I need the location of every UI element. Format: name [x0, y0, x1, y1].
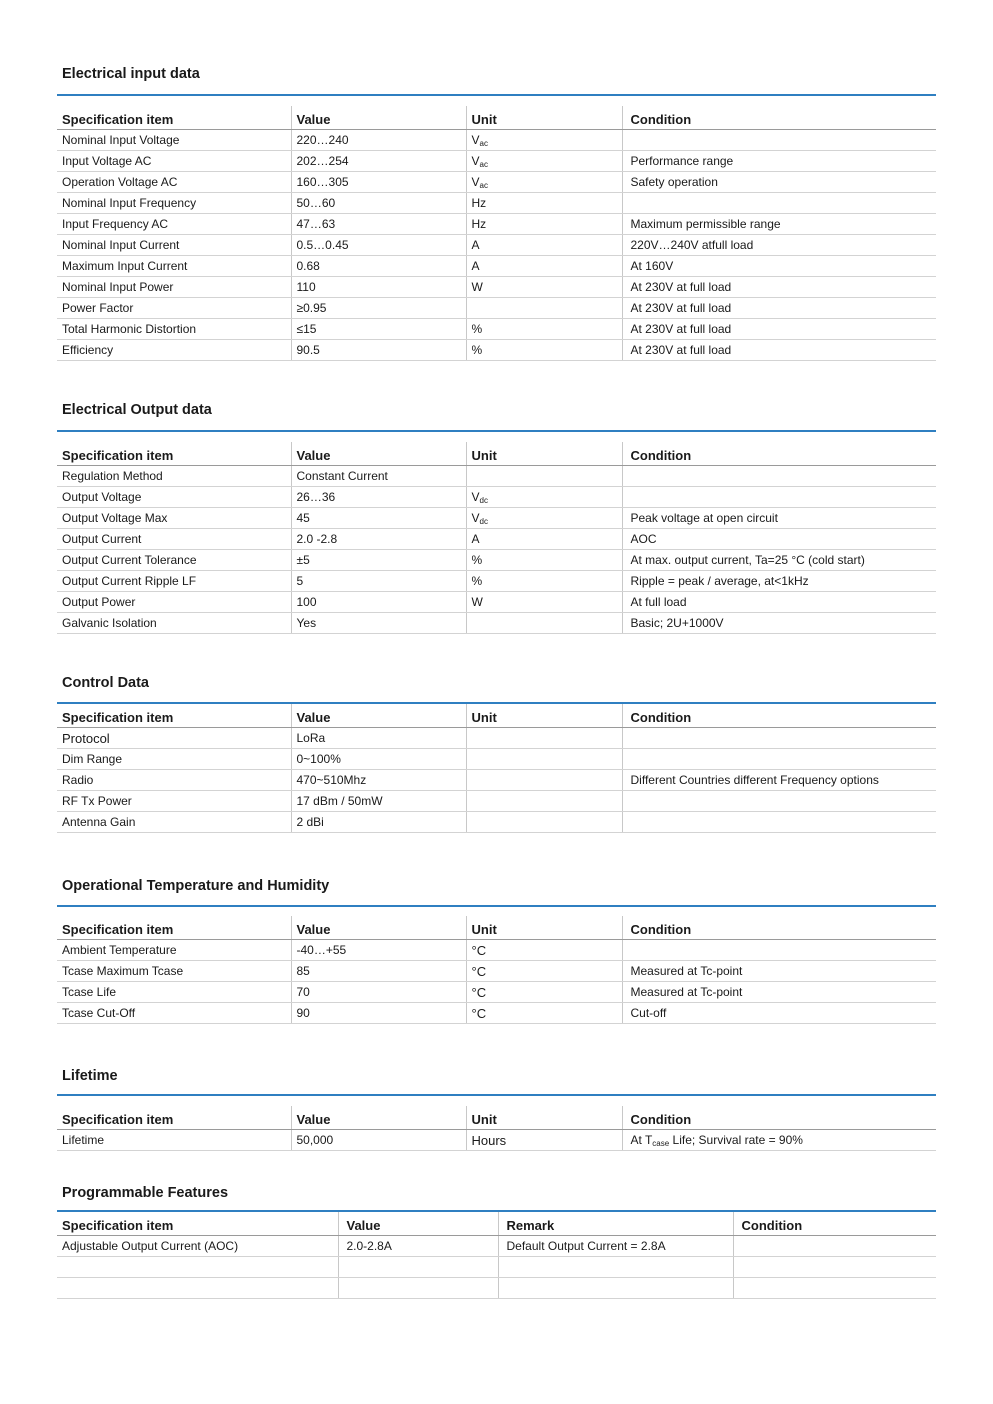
- unit-symbol: %: [471, 343, 483, 357]
- header-spec: Specification item: [57, 106, 291, 130]
- header-condition: Condition: [622, 916, 936, 940]
- table-row: [57, 529, 936, 550]
- cell-value: 5: [291, 571, 466, 592]
- table-row: [57, 812, 936, 833]
- cell-value: 90.5: [291, 340, 466, 361]
- cell-spec: Antenna Gain: [57, 812, 291, 833]
- cell-remark: Default Output Current = 2.8A: [498, 1236, 733, 1257]
- table-row: [57, 940, 936, 961]
- cell-spec: Tcase Maximum Tcase: [57, 961, 291, 982]
- table-row: [57, 749, 936, 770]
- table-row: [57, 235, 936, 256]
- cell-condition: AOC: [622, 529, 936, 550]
- cell-condition: [622, 749, 936, 770]
- cell-value: -40…+55: [291, 940, 466, 961]
- header-value: Value: [338, 1212, 498, 1236]
- section-title: Programmable Features: [62, 1185, 229, 1201]
- cell-spec: [57, 1278, 338, 1299]
- cell-value: Constant Current: [291, 466, 466, 487]
- cell-value: 26…36: [291, 487, 466, 508]
- cell-value: 17 dBm / 50mW: [291, 791, 466, 812]
- cell-spec: RF Tx Power: [57, 791, 291, 812]
- cell-value: ≤15: [291, 319, 466, 340]
- cell-condition: [622, 728, 936, 749]
- cell-unit: [466, 770, 622, 791]
- cell-unit: [466, 571, 622, 592]
- cell-condition: [733, 1278, 936, 1299]
- unit-symbol: A: [471, 238, 480, 252]
- header-spec: Specification item: [57, 704, 291, 728]
- unit-symbol: %: [471, 322, 483, 336]
- table-header-row: [57, 442, 936, 466]
- cell-remark: [498, 1257, 733, 1278]
- cond-text: At T: [630, 1132, 653, 1147]
- cell-unit: [466, 277, 622, 298]
- cell-value: 110: [291, 277, 466, 298]
- cell-spec: Efficiency: [57, 340, 291, 361]
- unit-symbol: °C: [471, 963, 487, 979]
- unit-symbol: W: [471, 280, 483, 294]
- cell-condition: Measured at Tc-point: [622, 982, 936, 1003]
- section-title: Operational Temperature and Humidity: [62, 878, 330, 894]
- header-value: Value: [291, 1106, 466, 1130]
- cell-spec: Output Voltage Max: [57, 508, 291, 529]
- cell-spec: Radio: [57, 770, 291, 791]
- section-divider: [57, 94, 936, 96]
- cell-unit: [466, 961, 622, 982]
- header-spec: Specification item: [57, 442, 291, 466]
- table-row: [57, 466, 936, 487]
- cell-unit: [466, 550, 622, 571]
- cell-condition: Performance range: [622, 151, 936, 172]
- unit-symbol: %: [471, 574, 483, 588]
- cell-value: 202…254: [291, 151, 466, 172]
- table-row: [57, 319, 936, 340]
- spec-table: [57, 704, 936, 833]
- cell-value: [338, 1257, 498, 1278]
- table-row: [57, 1130, 936, 1151]
- table-header-row: [57, 1212, 936, 1236]
- cell-unit: [466, 319, 622, 340]
- cell-value: 100: [291, 592, 466, 613]
- cell-spec: Galvanic Isolation: [57, 613, 291, 634]
- unit-subscript: ac: [479, 159, 488, 169]
- cell-condition: At 230V at full load: [622, 319, 936, 340]
- table-row: [57, 214, 936, 235]
- cell-value: 2 dBi: [291, 812, 466, 833]
- spec-table: [57, 1212, 936, 1299]
- cell-spec: Output Current Ripple LF: [57, 571, 291, 592]
- header-spec: Specification item: [57, 1106, 291, 1130]
- unit-symbol: V: [471, 132, 480, 147]
- cell-value: LoRa: [291, 728, 466, 749]
- table-row: [57, 1257, 936, 1278]
- cell-spec: Input Frequency AC: [57, 214, 291, 235]
- cond-text: Life; Survival rate = 90%: [669, 1132, 803, 1147]
- unit-symbol: V: [471, 153, 480, 168]
- section-divider: [57, 1094, 936, 1096]
- cell-condition: At 230V at full load: [622, 298, 936, 319]
- header-unit: Unit: [466, 916, 622, 940]
- cell-condition: Safety operation: [622, 172, 936, 193]
- table-row: [57, 550, 936, 571]
- table-row: [57, 298, 936, 319]
- cell-condition: Ripple = peak / average, at<1kHz: [622, 571, 936, 592]
- table-row: [57, 592, 936, 613]
- cell-condition: Maximum permissible range: [622, 214, 936, 235]
- table-row: [57, 571, 936, 592]
- table-row: [57, 961, 936, 982]
- table-row: [57, 151, 936, 172]
- cell-condition: At 230V at full load: [622, 277, 936, 298]
- cell-condition: At 230V at full load: [622, 340, 936, 361]
- cell-spec: Lifetime: [57, 1130, 291, 1151]
- cell-unit: [466, 487, 622, 508]
- spec-table: [57, 442, 936, 634]
- section-title: Electrical input data: [62, 66, 200, 82]
- cell-condition: [622, 940, 936, 961]
- cell-spec: Ambient Temperature: [57, 940, 291, 961]
- table-row: [57, 728, 936, 749]
- cell-value: 160…305: [291, 172, 466, 193]
- unit-symbol: Hz: [471, 217, 487, 231]
- cell-unit: [466, 508, 622, 529]
- header-condition: Condition: [622, 704, 936, 728]
- cell-condition: [622, 1130, 936, 1151]
- unit-symbol: °C: [471, 1005, 487, 1021]
- unit-symbol: Hz: [471, 196, 487, 210]
- cell-unit: [466, 214, 622, 235]
- cell-spec: Dim Range: [57, 749, 291, 770]
- cell-value: 2.0-2.8A: [338, 1236, 498, 1257]
- cell-unit: [466, 235, 622, 256]
- unit-subscript: ac: [479, 180, 488, 190]
- cell-spec: Nominal Input Voltage: [57, 130, 291, 151]
- cell-unit: [466, 256, 622, 277]
- header-unit: Unit: [466, 442, 622, 466]
- cell-unit: [466, 130, 622, 151]
- cell-unit: [466, 812, 622, 833]
- cell-value: 47…63: [291, 214, 466, 235]
- table-header-row: [57, 1106, 936, 1130]
- table-row: [57, 770, 936, 791]
- cell-spec: Adjustable Output Current (AOC): [57, 1236, 338, 1257]
- cell-value: ±5: [291, 550, 466, 571]
- header-unit: Unit: [466, 1106, 622, 1130]
- cell-unit: [466, 298, 622, 319]
- cell-unit: [466, 613, 622, 634]
- header-value: Value: [291, 916, 466, 940]
- cell-spec: Tcase Cut-Off: [57, 1003, 291, 1024]
- header-condition: Condition: [622, 442, 936, 466]
- cell-value: 85: [291, 961, 466, 982]
- cell-spec: Total Harmonic Distortion: [57, 319, 291, 340]
- cell-unit: [466, 1003, 622, 1024]
- unit-subscript: dc: [479, 495, 488, 505]
- header-remark: Remark: [498, 1212, 733, 1236]
- unit-subscript: dc: [479, 516, 488, 526]
- cell-spec: Nominal Input Frequency: [57, 193, 291, 214]
- cell-unit: [466, 172, 622, 193]
- table-row: [57, 613, 936, 634]
- cell-value: 70: [291, 982, 466, 1003]
- header-unit: Unit: [466, 106, 622, 130]
- cell-spec: Nominal Input Current: [57, 235, 291, 256]
- table-row: [57, 172, 936, 193]
- cell-condition: [622, 130, 936, 151]
- cell-condition: Basic; 2U+1000V: [622, 613, 936, 634]
- cell-value: 470~510Mhz: [291, 770, 466, 791]
- unit-subscript: ac: [479, 138, 488, 148]
- cell-unit: Hours: [466, 1130, 622, 1151]
- cell-spec: Output Current: [57, 529, 291, 550]
- unit-symbol: V: [471, 489, 480, 504]
- unit-symbol: W: [471, 595, 483, 609]
- section-title: Control Data: [62, 675, 149, 691]
- table-row: [57, 340, 936, 361]
- unit-symbol: A: [471, 259, 480, 273]
- cell-unit: [466, 529, 622, 550]
- table-header-row: [57, 916, 936, 940]
- cell-value: 0.5…0.45: [291, 235, 466, 256]
- header-unit: Unit: [466, 704, 622, 728]
- unit-symbol: %: [471, 553, 483, 567]
- cell-spec: Output Voltage: [57, 487, 291, 508]
- unit-symbol: °C: [471, 984, 487, 1000]
- header-value: Value: [291, 442, 466, 466]
- cell-value: 50…60: [291, 193, 466, 214]
- cell-spec: Nominal Input Power: [57, 277, 291, 298]
- spec-table: [57, 1106, 936, 1151]
- cell-condition: [622, 791, 936, 812]
- cell-value: 45: [291, 508, 466, 529]
- header-spec: Specification item: [57, 916, 291, 940]
- cell-value: Yes: [291, 613, 466, 634]
- table-row: [57, 508, 936, 529]
- header-value: Value: [291, 106, 466, 130]
- table-row: [57, 982, 936, 1003]
- cell-spec: Maximum Input Current: [57, 256, 291, 277]
- cell-condition: At full load: [622, 592, 936, 613]
- cell-unit: [466, 940, 622, 961]
- header-condition: Condition: [622, 1106, 936, 1130]
- table-row: [57, 1236, 936, 1257]
- cell-value: ≥0.95: [291, 298, 466, 319]
- cell-unit: [466, 728, 622, 749]
- cell-value: [338, 1278, 498, 1299]
- cell-spec: Protocol: [57, 728, 291, 749]
- table-row: [57, 1003, 936, 1024]
- cell-spec: Output Power: [57, 592, 291, 613]
- section-title: Electrical Output data: [62, 402, 212, 418]
- cell-condition: [733, 1257, 936, 1278]
- cell-spec: Input Voltage AC: [57, 151, 291, 172]
- cell-value: 50,000: [291, 1130, 466, 1151]
- cell-unit: [466, 193, 622, 214]
- section-title: Lifetime: [62, 1068, 118, 1084]
- cell-condition: [733, 1236, 936, 1257]
- cell-condition: [622, 487, 936, 508]
- unit-symbol: V: [471, 510, 480, 525]
- cell-spec: [57, 1257, 338, 1278]
- header-spec: Specification item: [57, 1212, 338, 1236]
- header-value: Value: [291, 704, 466, 728]
- cell-condition: At 160V: [622, 256, 936, 277]
- spec-table: [57, 916, 936, 1024]
- cell-unit: [466, 749, 622, 770]
- cell-condition: Cut-off: [622, 1003, 936, 1024]
- cell-condition: Peak voltage at open circuit: [622, 508, 936, 529]
- unit-symbol: V: [471, 174, 480, 189]
- unit-symbol: A: [471, 532, 480, 546]
- cell-value: 2.0 -2.8: [291, 529, 466, 550]
- section-divider: [57, 905, 936, 907]
- header-condition: Condition: [733, 1212, 936, 1236]
- table-header-row: [57, 704, 936, 728]
- table-row: [57, 487, 936, 508]
- cell-remark: [498, 1278, 733, 1299]
- section-divider: [57, 430, 936, 432]
- unit-symbol: °C: [471, 942, 487, 958]
- cell-condition: Measured at Tc-point: [622, 961, 936, 982]
- cell-spec: Operation Voltage AC: [57, 172, 291, 193]
- header-condition: Condition: [622, 106, 936, 130]
- cell-unit: [466, 592, 622, 613]
- table-row: [57, 277, 936, 298]
- cell-spec: Output Current Tolerance: [57, 550, 291, 571]
- table-header-row: [57, 106, 936, 130]
- table-row: [57, 130, 936, 151]
- cond-subscript: case: [652, 1138, 670, 1148]
- cell-condition: Different Countries different Frequency options: [622, 770, 936, 791]
- cell-condition: At max. output current, Ta=25 °C (cold start): [622, 550, 936, 571]
- cell-spec: Power Factor: [57, 298, 291, 319]
- cell-condition: [622, 812, 936, 833]
- cell-value: 220…240: [291, 130, 466, 151]
- cell-condition: [622, 193, 936, 214]
- cell-spec: Tcase Life: [57, 982, 291, 1003]
- cell-spec: Regulation Method: [57, 466, 291, 487]
- cell-value: 90: [291, 1003, 466, 1024]
- cell-unit: [466, 151, 622, 172]
- cell-unit: [466, 982, 622, 1003]
- spec-table: [57, 106, 936, 361]
- cell-condition: [622, 466, 936, 487]
- cell-unit: [466, 466, 622, 487]
- cell-unit: [466, 791, 622, 812]
- table-row: [57, 193, 936, 214]
- cell-condition: 220V…240V atfull load: [622, 235, 936, 256]
- cell-value: 0.68: [291, 256, 466, 277]
- table-row: [57, 791, 936, 812]
- table-row: [57, 1278, 936, 1299]
- table-row: [57, 256, 936, 277]
- cell-unit: [466, 340, 622, 361]
- cell-value: 0~100%: [291, 749, 466, 770]
